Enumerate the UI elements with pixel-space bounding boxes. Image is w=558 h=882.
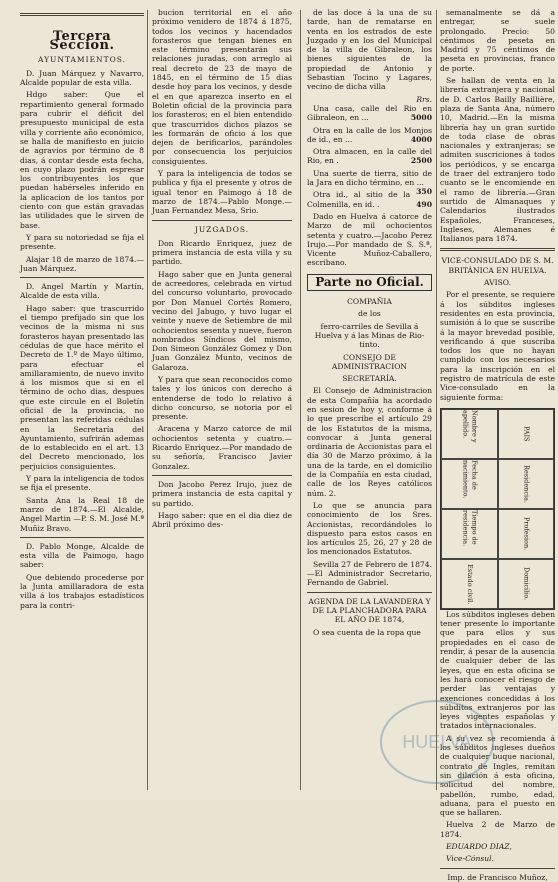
notice-date: Aracena y Marzo catorce de mil ochocientos setenta y cuatro.—Ricardo Enriquez.—Por mandado de su señoría, Francisco Javier Gonzalez. (152, 424, 292, 471)
notice-body: de las doce á la una de su tarde, han de rematarse en venta en los estrados de este Juzgado y en los del Municipal de la villa de Gibraleon, los bienes siguientes de la propiedad de Antonio y Sebastian Tocino y Lagares, vecino de dicha villa (307, 8, 432, 92)
column-1 (20, 8, 144, 798)
property-item: Una casa, calle del Rio en Gibraleon, en ... 5000 (307, 103, 432, 123)
company-title: ferro-carriles de Sevilla á Huelva y á las Minas de Rio-tinto. (314, 321, 425, 350)
council-subtitle: SECRETARÍA. (342, 374, 397, 384)
column-divider (147, 10, 148, 790)
notice-body: Y para su notoriedad se fija el presente. (20, 232, 144, 252)
notice-body: Y para que sean reconocidos como tales y los únicos con derecho á entenderse de todo lo relativo á dicho concurso, se notoria por el presente. (152, 374, 292, 422)
divider (440, 248, 555, 251)
signature-name: EDUARDO DIAZ, (446, 842, 512, 851)
divider (307, 592, 432, 593)
column-divider (300, 10, 301, 790)
notice-date: Dado en Huelva á catorce de Marzo de mil ochocientos setenta y cuatro.—Jacobo Perez Irujo.—Por mandado de S. S.ª, Vicente Muñoz-Caballero, escribano. (307, 211, 432, 268)
notice-date: Sevilla 27 de Febrero de 1874.—El Administrador Secretario, Fernando de Gabriel. (307, 559, 432, 588)
notice-body: Y para la inteligencia de todos se publica y fija el presente y otros de igual tenor en Paimogo á 18 de marzo de 1874.—Pablo Monge.—Juan Fernandez Mesa, Srio. (152, 169, 292, 216)
notice-heading: D. Angel Martín y Martín, Alcalde de esta villa. (20, 282, 144, 301)
notice-heading: Don Ricardo Enriquez, juez de primera instancia de esta villa y su partido. (152, 238, 292, 267)
notice-body: El Consejo de Administracion de esta Compañía ha acordado en sesion de hoy y, conforme á lo que prescribe el artículo 29 de los Estatutos de la misma, convocar á Junta general ordinaria de Accionistas para el día 30 de Marzo próximo, á la una de la tarde, en el domicilio de la Compañía en esta ciudad, calle de los Reyes católicos núm. 2. (307, 386, 432, 498)
notice-date: Alajar 18 de marzo de 1874.—Juan Márquez. (20, 254, 144, 273)
table-cell: Nombre y apellido. (441, 409, 498, 459)
notice-date: Huelva 2 de Marzo de 1874. (440, 820, 555, 839)
notice-body: O sea cuenta de la ropa que (313, 627, 421, 637)
notice-body: semanalmente se dá a entregar, se suele prolongado. Precio: 50 céntimos de peseta en Madrid y 75 céntimos de peseta en provincias, franco de porte. (440, 8, 555, 73)
divider (152, 220, 292, 221)
notice-date: Santa Ana la Real 18 de marzo de 1874.—El Alcalde, Angel Martin —P. S. M. José M.ª Muñiz Bravo. (20, 495, 144, 533)
notice-body: Hago saber: que en el dia diez de Abril próximo des- (152, 510, 292, 530)
column-2 (152, 8, 292, 798)
notice-title: AVISO. (484, 278, 511, 288)
consulate-title: VICE-CONSULADO DE S. M. BRITÁNICA EN HUELVA. (441, 256, 554, 275)
column-3 (307, 8, 432, 798)
table-cell: Estado civil. (441, 559, 498, 609)
company-title: de los (358, 309, 381, 319)
column-4 (440, 8, 555, 882)
divider (20, 277, 144, 278)
column-divider (436, 10, 437, 790)
property-item: Una suerte de tierra, sitio de la Jara en dicho término, en ... 350 (307, 168, 432, 197)
property-item: Otra id., al sitio de la Colmenilla, en id. . 490 (307, 190, 432, 209)
notice-body: Lo que se anuncia para conocimiento de los Sres. Accionistas, recordándoles lo dispuesto para estos casos en los artículos 25, 26, 27 y 28 de los mencionados Estatutos. (307, 500, 432, 557)
table-cell: Fecha de nacimiento. (441, 459, 498, 509)
notice-heading: Don Jacobo Perez Irujo, juez de primera instancia de esta capital y su partido. (152, 479, 292, 508)
council-title: CONSEJO DE ADMINISTRACION (331, 352, 408, 371)
notice-body: Los súbditos ingleses deben tener presente lo importante que para ellos y sus propiedades en el caso de rendir, á pesar de la ausencia de cualquier deber de las leyes, que en esta oficina se les hará conocer el riesgo de perder las ventajas y exenciones concedidas á los súbditos extranjeros por las leyes vigentes españolas y tratados internacionales. (440, 609, 555, 731)
notice-body: bucion territorial en el año próximo venidero de 1874 á 1875, todos los vecinos y hacendados forasteros que tengan bienes en este término presentarán sus relaciones juradas, con arreglo al real decreto de 23 de mayo de 1845, en el término de 15 dias desde hoy para los vecinos, y desde el en que aparezca inserto en el Boletin oficial de la provincia para los forasteros; en el bien entendido que trascurridos dichos plazos se les formarán de oficio á los que dejen de berificarlos, parándoles por consecuencia los perjuicios consiguientes. (152, 8, 292, 166)
table-cell: Residencia. (498, 459, 555, 509)
table-cell: PAIS (498, 409, 555, 459)
table-cell: Domicilio. (498, 559, 555, 609)
subsection-title: AYUNTAMIENTOS. (37, 54, 127, 64)
notice-body: Se hallan de venta en la librería extranjera y nacional de D. Carlos Bailly Baillière, plaza de Santa Ana, número 10, Madrid.—En la misma librería hay un gran surtido de toda clase de obras nacionales y extranjeras; se admiten suscriciones á todos los periódicos, y se encarga de traer del extranjero todo cuanto se le encomiende en el ramo de librería.—Gran surtido de Almanaques y Calendarios ilustrados Españoles, Franceses, Ingleses, Alemanes é Italianos para 1874. (440, 76, 555, 244)
divider (20, 537, 144, 538)
currency-label: Rrs. (416, 94, 432, 104)
table-cell: Tiempo de residencia. (441, 509, 498, 559)
divider (20, 13, 144, 16)
notice-body: Y para la inteligencia de todos se fija el presente. (20, 474, 144, 493)
agenda-title: AGENDA DE LA LAVANDERA Y DE LA PLANCHADORA PARA EL AÑO DE 1874, (308, 596, 431, 625)
property-item: Otra en la calle de los Monjos de id., en ... 4000 (307, 125, 432, 144)
notice-body: Hago saber: que trascurrido el tiempo prefijado sin que los vecinos de la misma ni sus forasteros hayan presentado las cédulas de que hace mérito el Decreto de 1.º de Mayo último, para efectuar el amillaramiento, de nuevo invito á los mismos que si en el término de ocho dias, despues que este circule en el Boletín oficial de la provincia, no presentan las referidas cédulas en la Secretaría del Ayuntamiento, sufrirán ademas de lo establecido en el art. 13 del Decreto mencionado, los perjuicios consiguientes. (20, 303, 144, 471)
section-title: Tercera Seccion. (49, 29, 115, 54)
notice-body: Por el presente, se requiere á los súbditos ingleses residentes en esta provincia, sumisión á lo que se suscribe á la mayor brevedad posible, verificando á que suscriba todos los que no hayan cumplido con los necesarios para la inscripción en el registro de matrícula de este Vice-consulado en la siguiente forma: (440, 290, 555, 402)
notice-heading: D. Pablo Monge, Alcalde de esta villa de Paimogo, hago saber: (20, 541, 144, 570)
divider (152, 475, 292, 476)
company-title: COMPAÑIA (347, 297, 392, 307)
notice-heading: D. Juan Márquez y Navarro, Alcalde popular de esta villa. (20, 68, 144, 88)
property-item: Otra almacen, en la calle del Rio, en . 2500 (307, 147, 432, 166)
subsection-title: JUZGADOS. (194, 224, 250, 234)
printer-credit: Imp. de Francisco Muñoz, (447, 872, 548, 882)
table-cell: Profesion. (498, 509, 555, 559)
notice-body: Que debiendo procederse por la Junta amillaradora de esta villa á los trabajos estadísticos para la contri- (20, 572, 144, 610)
divider (440, 868, 555, 869)
library-stamp: HUELVA (380, 700, 494, 784)
section-title: Parte no Oficial. (307, 274, 432, 291)
notice-body: A su vez se recomienda á los súbditos ingleses dueños de cualquier buque nacional, contrato de Ingles, remitan sin dilación á esta oficina, solicitud del nombre, pabellón, rumbo, edad, aduana, para el puesto en que se hallaren. (440, 733, 555, 818)
notice-body: Hdgo saber: Que el repartimiento general formado para cubrir el déficit del presupuesto municipal de esta villa y corriente año económico, se halla de manifiesto en juicio de agravios por término de 8 dias, á contar desde esta fecha, en cuyo plazo podrán espresar los contribuyentes los que puedan habérseles inferido en la aplicacion de los tantos por ciento con que están gravadas las utilidades que le sirven de base. (20, 90, 144, 230)
registration-table (440, 408, 555, 610)
notice-body: Hago saber que en Junta general de acreedores, celebrada en virtud del concurso voluntario, provocado por Don Manuel Cortés Romero, vecino del Jabugo, y tuvo lugar el veinte y nueve de Setiembre de mil ochocientos sesenta y nueve, fueron nombrados Síndicos del mismo, Don Simeon González Gomez y Don Juan González Munto, vecinos de Galaroza. (152, 269, 292, 372)
signature-title: Vice-Cónsul. (446, 854, 494, 864)
